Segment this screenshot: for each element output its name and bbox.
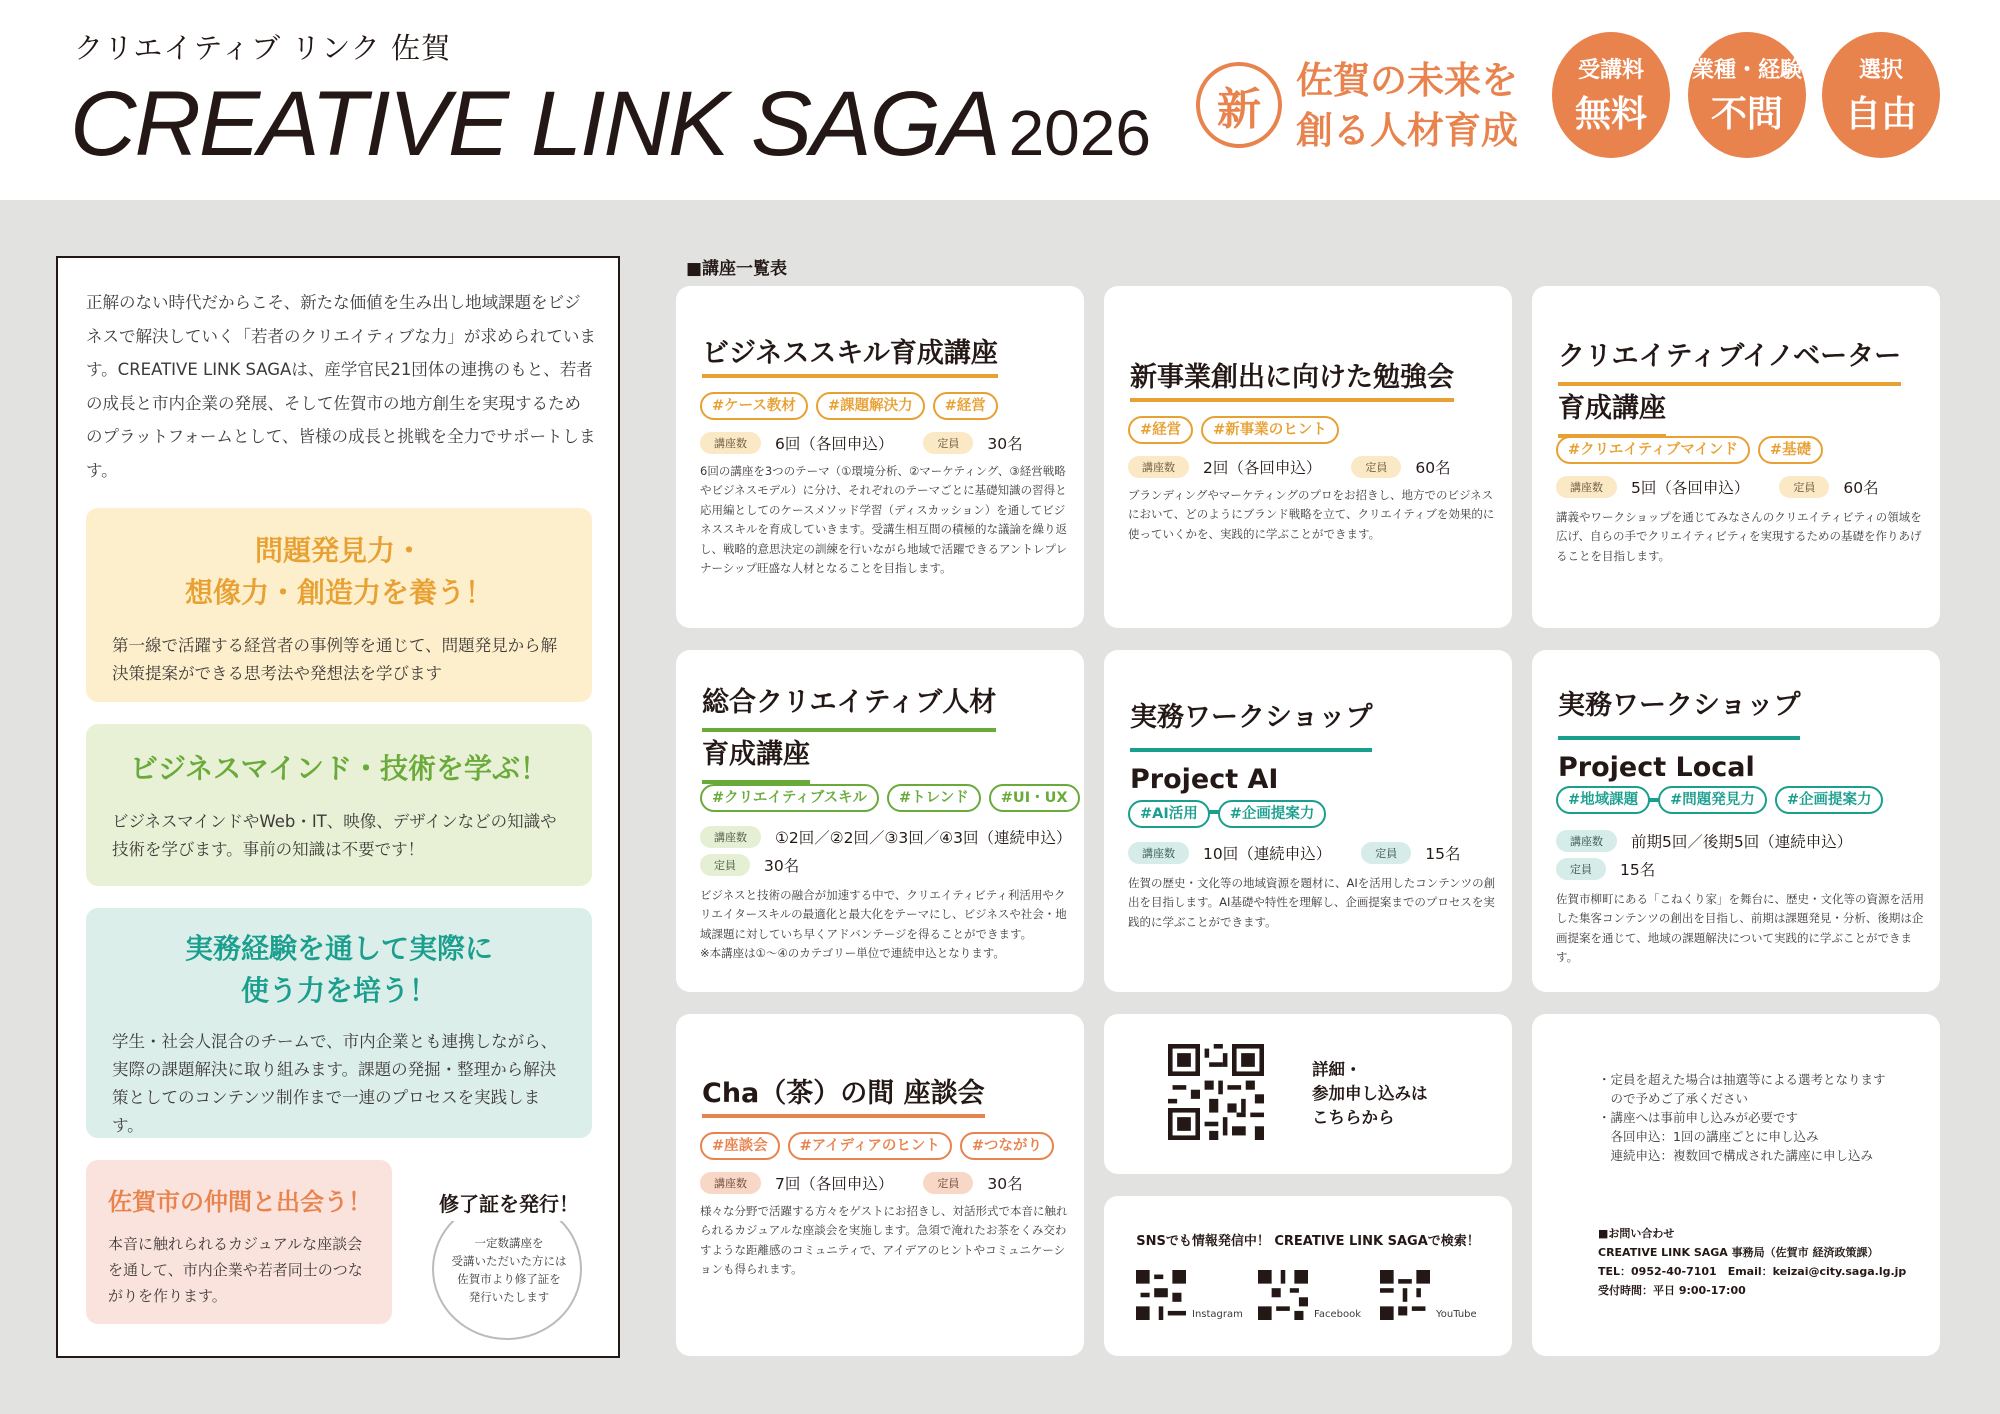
badge-big-text: 不問	[1710, 94, 1783, 135]
course-description-body: ビジネスと技術の融合が加速する中で、クリエイティビティ利活用やクリエイタースキルの最適化と最大化をテーマにし、ビジネスや社会・地域課題に対していち早くアドバンテージを得ることができます。	[700, 888, 1067, 941]
course-card-project-ai[interactable]	[1104, 650, 1512, 992]
sns-label: YouTube	[1436, 1309, 1477, 1320]
certificate-badge	[432, 1192, 582, 1340]
contact-tel-email[interactable]: TEL：0952-40-7101 Email：keizai@city.saga.lg.jp	[1598, 1265, 1907, 1278]
feature-title-line1: 実務経験を通して実際に	[184, 932, 493, 965]
sns-card	[1104, 1196, 1512, 1356]
title-year: 2026	[1008, 97, 1151, 169]
count-label: 講座数	[700, 432, 761, 454]
tag: #地域課題	[1556, 786, 1650, 814]
course-meta	[1128, 456, 1451, 478]
tag: #経営	[1128, 416, 1193, 444]
capacity-value: 30名	[764, 857, 800, 875]
course-card-cha-no-ma[interactable]	[676, 1014, 1084, 1356]
capacity-value: 30名	[987, 435, 1023, 453]
capacity-label: 定員	[1779, 476, 1829, 498]
capacity-label: 定員	[923, 432, 973, 454]
tag: #基礎	[1758, 436, 1823, 464]
course-title-line2: Project AI	[1130, 752, 1278, 814]
count-label: 講座数	[1556, 476, 1617, 498]
slogan	[1296, 56, 1518, 156]
course-title-line2: 育成講座	[1558, 386, 1666, 438]
course-tags	[1556, 436, 1823, 464]
course-title	[1558, 678, 1800, 802]
tag: #アイディアのヒント	[788, 1132, 952, 1160]
count-value: 2回（各回申込）	[1203, 459, 1322, 477]
count-value: 10回（連続申込）	[1203, 845, 1332, 863]
badge-big-text: 無料	[1574, 94, 1647, 135]
course-description: 6回の講座を3つのテーマ（①環境分析、②マーケティング、③経営戦略やビジネスモデル）に分け、それぞれのテーマごとに基礎知識の習得と応用編としてのケースメソッド学習（ディスカッション）を通してビジネススキルを育成していきます。受講生相互間の積極的な議論を繰り返し、戦略的意思決定の訓練を行いながら地域で活躍できるアントレプレナーシップ旺盛な人材となることを目指します。	[700, 464, 1068, 576]
course-title	[1130, 360, 1454, 402]
course-description: 講義やワークショップを通じてみなさんのクリエイティビティの領域を広げ、自らの手でクリエイティビティを実現するための基礎を作りあげることを目指します。	[1556, 510, 1922, 563]
feature-title: ビジネスマインド・技術を学ぶ！	[129, 752, 549, 785]
feature-title-line1: 問題発見力・	[254, 534, 423, 567]
course-title-line1: 実務ワークショップ	[1558, 678, 1800, 740]
course-title	[702, 1076, 985, 1118]
badge-free-choice	[1822, 32, 1940, 158]
course-title-line2: 育成講座	[702, 732, 810, 784]
course-title	[1130, 690, 1372, 814]
course-meta	[1556, 830, 1852, 852]
course-title	[702, 680, 996, 784]
capacity-value: 60名	[1843, 479, 1879, 497]
tag: #トレンド	[887, 784, 981, 812]
contact-org: CREATIVE LINK SAGA 事務局（佐賀市 経済政策課）	[1598, 1246, 1879, 1259]
capacity-value: 30名	[987, 1175, 1023, 1193]
cert-line: 発行いたします	[468, 1290, 550, 1304]
feature-text: 本音に触れられるカジュアルな座談会を通して、市内企業や若者同士のつながりを作ります。	[108, 1235, 363, 1305]
header-title	[70, 72, 1151, 177]
sns-label: Instagram	[1192, 1309, 1243, 1320]
course-description: 佐賀市柳町にある「こねくり家」を舞台に、歴史・文化等の資源を活用した集客コンテンツの創出を目指し、前期は課題発見・分析、後期は企画提案を通じて、地域の課題解決について実践的に学ぶことができます。	[1556, 892, 1924, 965]
course-tags	[1128, 800, 1326, 828]
course-title-line1: ビジネススキル育成講座	[702, 336, 998, 378]
capacity-label: 定員	[1556, 858, 1606, 880]
course-title-line1: クリエイティブイノベーター	[1558, 334, 1901, 386]
feature-business-mind	[86, 724, 592, 886]
course-description: 佐賀の歴史・文化等の地域資源を題材に、AIを活用したコンテンツの創出を目指します。AI基礎や特性を理解し、企画提案までのプロセスを実践的に学ぶことができます。	[1128, 876, 1496, 929]
instagram-qr-icon[interactable]	[1136, 1270, 1186, 1320]
certificate-title: 修了証を発行！	[400, 1184, 618, 1221]
badge-small-text: 選択	[1858, 58, 1903, 83]
youtube-qr-icon[interactable]	[1380, 1270, 1430, 1320]
sns-youtube[interactable]	[1380, 1270, 1477, 1320]
course-title	[702, 336, 998, 378]
feature-meet-peers	[86, 1160, 392, 1324]
qr-label-line: 詳細・	[1312, 1060, 1362, 1079]
feature-title-line2: 想像力・創造力を養う！	[184, 576, 493, 609]
certificate-text	[434, 1234, 584, 1306]
course-card-new-business[interactable]	[1104, 286, 1512, 628]
feature-text: ビジネスマインドやWeb・IT、映像、デザインなどの知識や技術を学びます。事前の知識は不要です！	[112, 812, 557, 859]
course-title-line1: Cha（茶）の間 座談会	[702, 1076, 985, 1118]
course-meta	[1556, 476, 1879, 498]
slogan-line2: 創る人材育成	[1296, 109, 1518, 152]
sns-instagram[interactable]	[1136, 1270, 1243, 1320]
course-tags	[700, 784, 1080, 812]
capacity-label: 定員	[1351, 456, 1401, 478]
capacity-value: 60名	[1415, 459, 1451, 477]
notes-contact-card	[1532, 1014, 1940, 1356]
capacity-value: 15名	[1425, 845, 1461, 863]
tag: #経営	[933, 392, 998, 420]
sns-label: Facebook	[1314, 1309, 1361, 1320]
count-label: 講座数	[700, 1172, 761, 1194]
course-meta-capacity	[700, 854, 799, 876]
application-qr-card[interactable]	[1104, 1014, 1512, 1174]
count-value: 6回（各回申込）	[775, 435, 894, 453]
badge-free-fee	[1552, 32, 1670, 158]
count-label: 講座数	[1556, 830, 1617, 852]
course-meta	[700, 826, 1072, 848]
contact-heading: ■お問い合わせ	[1598, 1227, 1675, 1240]
course-tags	[1128, 416, 1339, 444]
course-description: 様々な分野で活躍する方々をゲストにお招きし、対話形式で本音に触れられるカジュアルな座談会を実施します。急須で淹れたお茶をくみ交わすような距離感のコミュニティで、アイデアのヒントやコミュニケーションも得られます。	[700, 1204, 1068, 1277]
course-meta	[700, 1172, 1023, 1194]
course-tags	[700, 392, 998, 420]
tag: #企画提案力	[1218, 800, 1327, 828]
intro-panel	[56, 256, 620, 1358]
course-meta	[700, 432, 1023, 454]
slogan-line1: 佐賀の未来を	[1296, 59, 1518, 102]
count-value: 7回（各回申込）	[775, 1175, 894, 1193]
tag: #問題発見力	[1658, 786, 1767, 814]
feature-title: 佐賀市の仲間と出会う！	[108, 1188, 372, 1216]
course-meta	[1128, 842, 1460, 864]
count-value: 前期5回／後期5回（連続申込）	[1631, 833, 1853, 851]
tag: #AI活用	[1128, 800, 1210, 828]
facebook-qr-icon[interactable]	[1258, 1270, 1308, 1320]
count-value: ①2回／②2回／③3回／④3回（連続申込）	[775, 829, 1072, 847]
feature-practical-experience	[86, 908, 592, 1138]
contact-hours: 受付時間：平日 9:00-17:00	[1598, 1284, 1746, 1297]
course-note: ※本講座は①〜④のカテゴリー単位で連続申込となります。	[700, 946, 1005, 961]
capacity-label: 定員	[1361, 842, 1411, 864]
tag: #つながり	[960, 1132, 1054, 1160]
course-title	[1558, 334, 1901, 438]
tag: #ケース教材	[700, 392, 808, 420]
course-title-line1: 総合クリエイティブ人材	[702, 680, 996, 732]
count-label: 講座数	[1128, 842, 1189, 864]
count-label: 講座数	[1128, 456, 1189, 478]
cert-line: 受講いただいた方には	[451, 1254, 567, 1268]
tag: #課題解決力	[816, 392, 925, 420]
course-card-project-local[interactable]	[1532, 650, 1940, 992]
intro-text: 正解のない時代だからこそ、新たな価値を生み出し地域課題をビジネスで解決していく「若者のクリエイティブな力」が求められています。CREATIVE LINK SAGAは、産学官民21団体の連携のもと、若者の成長と市内企業の発展、そして佐賀市の地方創生を実現するためのプラットフォームとして、皆様の成長と挑戦を全力でサポートします。	[86, 293, 596, 480]
notes-text: ・定員を超えた場合は抽選等による選考となります ので予めご了承ください ・講座へは事前申し込みが必要です 各回申込：1回の講座ごとに申し込み 連続申込：複数回で構成された講座に申し込み	[1598, 1072, 1886, 1163]
badge-big-text: 自由	[1844, 94, 1917, 135]
cert-line: 一定数講座を	[474, 1236, 544, 1250]
qr-label-line: こちらから	[1312, 1108, 1395, 1127]
qr-label-line: 参加申し込みは	[1312, 1084, 1428, 1103]
feature-title-line2: 使う力を培う！	[240, 974, 437, 1007]
course-tags	[1556, 786, 1883, 814]
course-title-line1: 実務ワークショップ	[1130, 690, 1372, 752]
course-list-heading: ■講座一覧表	[686, 259, 788, 279]
contact-info	[1598, 1224, 1906, 1300]
tag: #UI・UX	[989, 784, 1080, 812]
course-description: ブランディングやマーケティングのプロをお招きし、地方でのビジネスにおいて、どのようにブランド戦略を立て、クリエイティブを効果的に使っていくかを、実践的に学ぶことができます。	[1128, 488, 1495, 541]
new-badge: 新	[1196, 62, 1282, 148]
course-description	[700, 886, 1070, 964]
tag: #新事業のヒント	[1201, 416, 1339, 444]
header-subtitle: クリエイティブ リンク 佐賀	[74, 31, 451, 65]
badge-small-text: 業種・経験	[1691, 58, 1802, 83]
capacity-label: 定員	[923, 1172, 973, 1194]
feature-text: 学生・社会人混合のチームで、市内企業とも連携しながら、実際の課題解決に取り組みます。課題の発掘・整理から解決策としてのコンテンツ制作まで一連のプロセスを実践します。	[112, 1032, 558, 1135]
course-tags	[700, 1132, 1054, 1160]
badge-any-industry	[1688, 32, 1806, 158]
tag: #座談会	[700, 1132, 780, 1160]
feature-text: 第一線で活躍する経営者の事例等を通じて、問題発見から解決策提案ができる思考法や発想法を学びます	[112, 636, 558, 683]
qr-label	[1312, 1058, 1428, 1130]
title-text: CREATIVE LINK SAGA	[70, 73, 999, 175]
feature-title	[86, 508, 592, 614]
course-card-business-skill[interactable]	[676, 286, 1084, 628]
course-meta-capacity	[1556, 858, 1655, 880]
count-value: 5回（各回申込）	[1631, 479, 1750, 497]
tag: #企画提案力	[1775, 786, 1884, 814]
cert-line: 佐賀市より修了証を	[457, 1272, 561, 1286]
sns-title: SNSでも情報発信中！ CREATIVE LINK SAGAで検索！	[1136, 1234, 1480, 1249]
feature-problem-finding	[86, 508, 592, 702]
course-card-comprehensive-creative[interactable]	[676, 650, 1084, 992]
tag: #クリエイティブマインド	[1556, 436, 1750, 464]
sns-facebook[interactable]	[1258, 1270, 1361, 1320]
course-title-line1: 新事業創出に向けた勉強会	[1130, 360, 1454, 402]
capacity-label: 定員	[700, 854, 750, 876]
tag: #クリエイティブスキル	[700, 784, 879, 812]
badge-small-text: 受講料	[1577, 58, 1644, 83]
course-card-creative-innovator[interactable]	[1532, 286, 1940, 628]
capacity-value: 15名	[1620, 861, 1656, 879]
feature-title	[86, 908, 592, 1012]
course-title-line2: Project Local	[1558, 740, 1755, 802]
header	[0, 0, 2000, 200]
count-label: 講座数	[700, 826, 761, 848]
qr-code[interactable]	[1168, 1044, 1264, 1140]
